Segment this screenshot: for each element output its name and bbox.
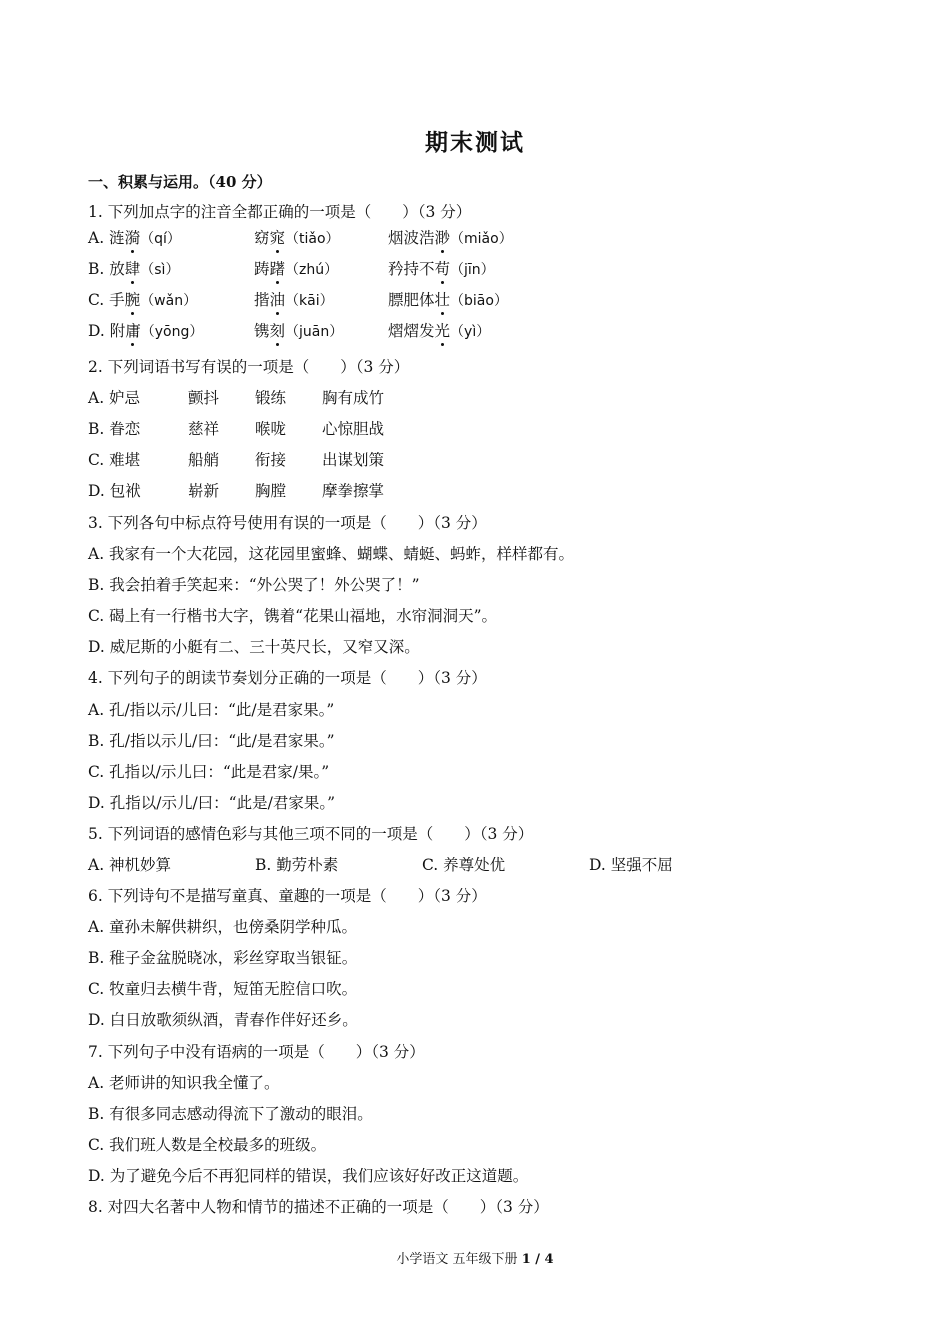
option-text: 矜持不	[388, 260, 435, 278]
page-title: 期末测试	[425, 129, 525, 156]
option-text: B. 放	[88, 260, 125, 278]
question-6-option: C. 牧童归去横牛背，短笛无腔信口吹。	[88, 980, 358, 998]
emphasis-dot-char: 壮	[434, 291, 451, 309]
option-text: 揩	[254, 291, 270, 309]
question-5-option: D. 坚强不屈	[589, 856, 673, 874]
question-3-option: C. 碣上有一行楷书大字，镌着“花果山福地，水帘洞洞天”。	[88, 607, 498, 625]
question-1-option-item	[88, 290, 197, 311]
pinyin-text: （miǎo）	[450, 231, 513, 247]
question-2-word: B. 眷恋	[88, 420, 141, 438]
question-4-option: C. 孔指以/示儿曰：“此是君家/果。”	[88, 763, 330, 781]
question-2-word: 颤抖	[188, 389, 220, 407]
question-2-word: 胸有成竹	[322, 389, 385, 407]
pinyin-text: （sì）	[140, 262, 180, 278]
question-2-word: D. 包袱	[88, 482, 141, 500]
option-text: A. 涟	[88, 229, 125, 247]
emphasis-dot-char: 苟	[434, 260, 451, 278]
section-heading: 一、积累与运用。（40 分）	[88, 173, 272, 191]
pinyin-text: （yì）	[450, 324, 491, 340]
question-1-stem: 1. 下列加点字的注音全都正确的一项是（ ）（3 分）	[88, 203, 472, 221]
question-2-word: 慈祥	[188, 420, 220, 438]
emphasis-dot-char: 光	[434, 322, 451, 340]
page-footer	[0, 1248, 950, 1267]
question-3-option: A. 我家有一个大花园，这花园里蜜蜂、蝴蝶、蜻蜓、蚂蚱，样样都有。	[88, 545, 575, 563]
question-6-option: B. 稚子金盆脱晓冰，彩丝穿取当银钲。	[88, 949, 358, 967]
question-1-option-item	[388, 321, 490, 342]
question-2-word: 船艄	[188, 451, 220, 469]
question-5-option: C. 养尊处优	[422, 856, 506, 874]
question-1-option-item	[254, 290, 334, 311]
pinyin-text: （juān）	[285, 324, 344, 340]
question-2-word: 喉咙	[255, 420, 287, 438]
emphasis-dot-char: 躇	[269, 260, 286, 278]
emphasis-dot-char: 渺	[434, 229, 451, 247]
emphasis-dot-char: 肆	[124, 260, 141, 278]
pinyin-text: （zhú）	[285, 262, 339, 278]
question-4-option: B. 孔/指以示儿/曰：“此/是君家果。”	[88, 732, 335, 750]
question-2-word: 崭新	[188, 482, 220, 500]
question-2-word: 出谋划策	[322, 451, 385, 469]
question-1-option-item	[388, 290, 508, 311]
option-text: 镌	[254, 322, 270, 340]
pinyin-text: （qí）	[140, 231, 181, 247]
question-4-stem: 4. 下列句子的朗读节奏划分正确的一项是（ ）（3 分）	[88, 669, 487, 687]
emphasis-dot-char: 庸	[125, 322, 141, 340]
question-3-option: D. 威尼斯的小艇有二、三十英尺长，又窄又深。	[88, 638, 420, 656]
pinyin-text: （kāi）	[285, 293, 334, 309]
question-6-option: D. 白日放歌须纵酒，青春作伴好还乡。	[88, 1011, 358, 1029]
question-7-option: C. 我们班人数是全校最多的班级。	[88, 1136, 327, 1154]
question-1-option-item	[254, 321, 343, 342]
question-2-word: 摩拳擦掌	[322, 482, 385, 500]
pinyin-text: （tiǎo）	[285, 231, 340, 247]
option-text: 踌	[254, 260, 270, 278]
pinyin-text: （yōng）	[140, 324, 204, 340]
emphasis-dot-char: 漪	[124, 229, 141, 247]
question-2-word: 心惊胆战	[322, 420, 385, 438]
question-7-stem: 7. 下列句子中没有语病的一项是（ ）（3 分）	[88, 1043, 425, 1061]
question-1-option-item	[88, 228, 181, 249]
question-8-stem: 8. 对四大名著中人物和情节的描述不正确的一项是（ ）（3 分）	[88, 1198, 549, 1216]
question-6-stem: 6. 下列诗句不是描写童真、童趣的一项是（ ）（3 分）	[88, 887, 487, 905]
question-2-word: A. 妒忌	[88, 389, 141, 407]
option-text: 膘肥体	[388, 291, 435, 309]
question-1-option-item	[388, 228, 513, 249]
page-number: 1 / 4	[521, 1252, 554, 1267]
emphasis-dot-char: 刻	[269, 322, 286, 340]
footer-text: 小学语文 五年级下册	[396, 1252, 522, 1267]
question-3-stem: 3. 下列各句中标点符号使用有误的一项是（ ）（3 分）	[88, 514, 487, 532]
question-2-word: C. 难堪	[88, 451, 141, 469]
pinyin-text: （jīn）	[450, 262, 495, 278]
pinyin-text: （wǎn）	[140, 293, 198, 309]
question-5-option: A. 神机妙算	[88, 856, 172, 874]
question-7-option: A. 老师讲的知识我全懂了。	[88, 1074, 280, 1092]
option-text: C. 手	[88, 291, 125, 309]
emphasis-dot-char: 窕	[269, 229, 286, 247]
question-4-option: A. 孔/指以示/儿曰：“此/是君家果。”	[88, 701, 335, 719]
question-2-word: 锻练	[255, 389, 287, 407]
option-text: 熠熠发	[388, 322, 435, 340]
question-1-option-item	[88, 259, 179, 280]
question-1-option-item	[88, 321, 203, 342]
question-5-option: B. 勤劳朴素	[255, 856, 339, 874]
option-text: 窈	[254, 229, 270, 247]
option-text: 烟波浩	[388, 229, 435, 247]
question-2-word: 衔接	[255, 451, 287, 469]
question-1-option-item	[254, 228, 340, 249]
question-5-stem: 5. 下列词语的感情色彩与其他三项不同的一项是（ ）（3 分）	[88, 825, 534, 843]
pinyin-text: （biāo）	[450, 293, 508, 309]
option-text: D. 附	[88, 322, 126, 340]
emphasis-dot-char: 腕	[124, 291, 141, 309]
question-4-option: D. 孔指以/示儿/曰：“此是/君家果。”	[88, 794, 335, 812]
question-7-option: B. 有很多同志感动得流下了激动的眼泪。	[88, 1105, 373, 1123]
question-2-stem: 2. 下列词语书写有误的一项是（ ）（3 分）	[88, 358, 410, 376]
question-3-option: B. 我会拍着手笑起来：“外公哭了！外公哭了！”	[88, 576, 420, 594]
question-6-option: A. 童孙未解供耕织，也傍桑阴学种瓜。	[88, 918, 358, 936]
question-1-option-item	[388, 259, 495, 280]
emphasis-dot-char: 油	[269, 291, 286, 309]
question-1-option-item	[254, 259, 338, 280]
question-7-option: D. 为了避免今后不再犯同样的错误，我们应该好好改正这道题。	[88, 1167, 529, 1185]
question-2-word: 胸膛	[255, 482, 287, 500]
